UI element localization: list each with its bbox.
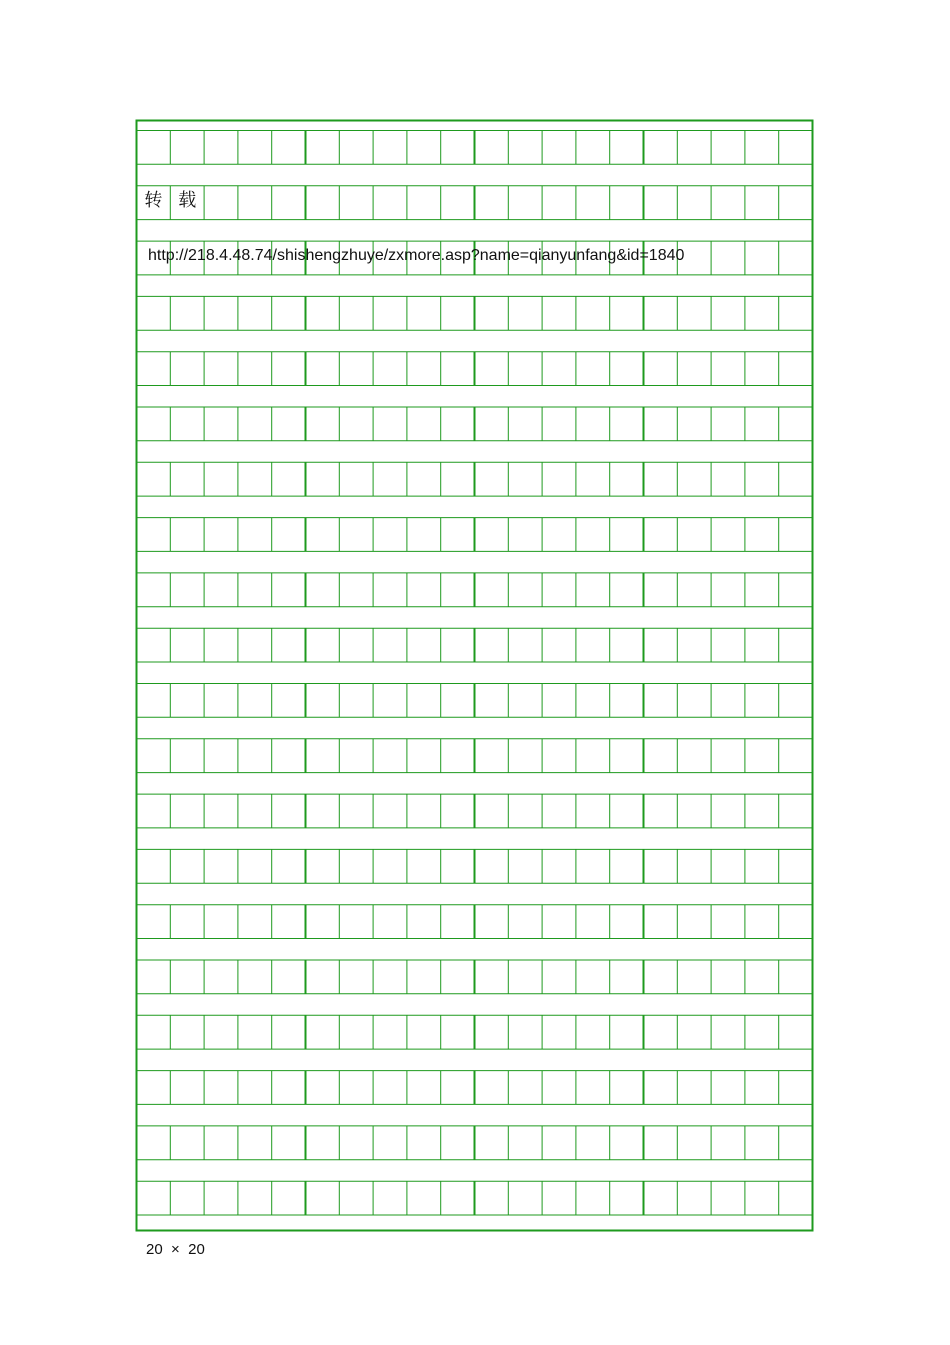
grid-frame bbox=[137, 121, 813, 1231]
grid-size-label: 20 × 20 bbox=[146, 1241, 205, 1258]
reprint-source-url: http://218.4.48.74/shishengzhuye/zxmore.asp?name=qianyunfang&id=1840 bbox=[148, 247, 685, 264]
grid-char-2: 载 bbox=[178, 189, 197, 211]
grid-char-1: 转 bbox=[144, 189, 163, 211]
